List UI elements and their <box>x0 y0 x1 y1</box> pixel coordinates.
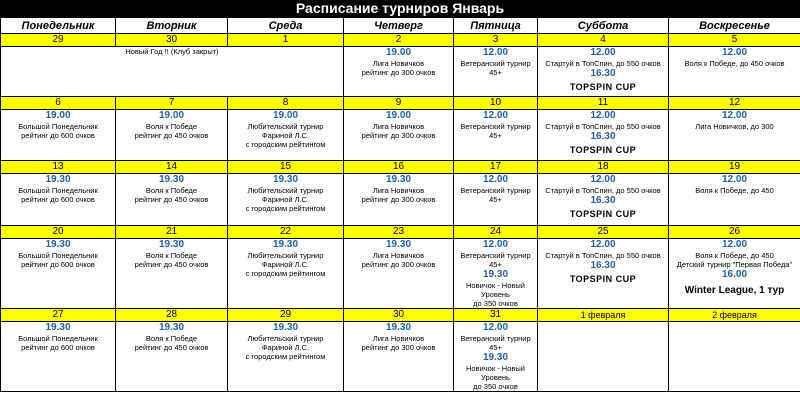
day-cell <box>669 322 800 392</box>
event-text: рейтинг до 300 очков <box>361 68 436 77</box>
day-cell <box>344 47 454 97</box>
event-time: 19.30 <box>272 174 299 185</box>
day-cell <box>538 239 669 309</box>
date-number: 12 <box>669 97 800 110</box>
date-row <box>1 34 800 47</box>
event-time: 19.00 <box>385 110 412 121</box>
date-number: 26 <box>669 226 800 239</box>
day-cell <box>669 174 800 226</box>
event-text: Любительский турнир <box>247 186 324 195</box>
day-cell <box>228 110 344 161</box>
events-row <box>1 174 800 226</box>
event-text: рейтинг до 300 очков <box>361 343 436 352</box>
date-number: 4 <box>538 34 669 47</box>
event-text: с городским рейтингом <box>245 204 326 213</box>
date-number: 1 февраля <box>538 309 669 322</box>
day-cell <box>344 110 454 161</box>
event-text: с городским рейтингом <box>245 269 326 278</box>
event-text: Лига Новичков, до 300 <box>695 122 774 131</box>
event-text: Фариной Л.С. <box>261 195 310 204</box>
date-number: 18 <box>538 161 669 174</box>
event-text: Лига Новичков <box>372 334 425 343</box>
weekday-wednesday: Среда <box>228 18 344 34</box>
date-number: 29 <box>228 309 344 322</box>
date-number: 9 <box>344 97 454 110</box>
date-number: 15 <box>228 161 344 174</box>
weekday-tuesday: Вторник <box>116 18 228 34</box>
event-text: Ветеранский турнир <box>460 334 531 343</box>
date-number: 20 <box>1 226 116 239</box>
date-number: 10 <box>454 97 538 110</box>
date-number: 3 <box>454 34 538 47</box>
date-number: 25 <box>538 226 669 239</box>
event-time: 12.00 <box>590 110 616 121</box>
date-row <box>1 309 800 322</box>
event-text: Стартуй в ТопСпин, до 550 очков <box>545 122 661 131</box>
event-time: 19.00 <box>272 110 299 121</box>
event-time: 19.30 <box>158 322 185 333</box>
event-time: 19.00 <box>45 110 71 121</box>
event-time: 12.00 <box>590 174 616 185</box>
day-cell <box>1 322 116 392</box>
event-text: Воля к Победе <box>145 251 198 260</box>
day-cell <box>1 239 116 309</box>
day-cell <box>669 239 800 309</box>
day-cell <box>538 47 669 97</box>
event-text: 45+ <box>489 68 502 77</box>
day-cell <box>228 239 344 309</box>
day-cell <box>116 239 228 309</box>
event-time: 19.00 <box>158 110 185 121</box>
event-time: 19.30 <box>272 322 299 333</box>
date-number: 5 <box>669 34 800 47</box>
event-time: 16.00 <box>721 269 748 280</box>
date-number: 19 <box>669 161 800 174</box>
day-cell <box>538 174 669 226</box>
day-cell <box>116 110 228 161</box>
date-number: 13 <box>1 161 116 174</box>
events-row <box>1 322 800 392</box>
event-text: 45+ <box>489 195 502 204</box>
event-time: 12.00 <box>721 239 748 250</box>
events-row <box>1 239 800 309</box>
date-number: 2 февраля <box>669 309 800 322</box>
date-number: 28 <box>116 309 228 322</box>
day-cell <box>344 322 454 392</box>
event-time: 12.00 <box>590 239 616 250</box>
day-cell <box>344 174 454 226</box>
cup-label: TOPSPIN CUP <box>569 145 637 155</box>
event-text: Воля к Победе <box>145 186 198 195</box>
event-time: 19.30 <box>385 322 412 333</box>
event-time: 16.30 <box>590 68 616 79</box>
day-cell <box>538 110 669 161</box>
event-time: 19.30 <box>45 322 71 333</box>
event-text: Любительский турнир <box>247 251 324 260</box>
date-number: 14 <box>116 161 228 174</box>
day-cell <box>116 174 228 226</box>
event-time: 19.30 <box>45 239 71 250</box>
date-number: 1 <box>228 34 344 47</box>
event-time: 19.30 <box>272 239 299 250</box>
event-text: рейтинг до 600 очков <box>21 131 95 140</box>
event-text: 45+ <box>489 343 502 352</box>
day-cell <box>344 239 454 309</box>
event-text: рейтинг до 450 очков <box>134 195 209 204</box>
event-text: Ветеранский турнир <box>460 251 531 260</box>
event-time: 19.30 <box>158 174 185 185</box>
date-number: 22 <box>228 226 344 239</box>
day-cell <box>1 174 116 226</box>
event-time: 16.30 <box>590 260 616 271</box>
event-text: Любительский турнир <box>247 122 324 131</box>
event-text: рейтинг до 300 очков <box>361 195 436 204</box>
event-text: Новичок - Новый Уровень <box>466 364 525 382</box>
date-number: 6 <box>1 97 116 110</box>
event-text: Воля к Победе <box>145 122 198 131</box>
date-number: 17 <box>454 161 538 174</box>
event-time: 19.30 <box>158 239 185 250</box>
date-row <box>1 161 800 174</box>
event-text: Детский турнир "Первая Победа" <box>676 260 793 269</box>
date-number: 30 <box>344 309 454 322</box>
event-text: Ветеранский турнир <box>460 186 531 195</box>
event-text: Воля к Победе <box>145 334 198 343</box>
event-text: Стартуй в ТопСпин, до 550 очков <box>545 59 661 68</box>
date-number: 16 <box>344 161 454 174</box>
event-text: Воля к Победе, до 450 <box>695 186 774 195</box>
event-text: рейтинг до 300 очков <box>361 131 436 140</box>
day-cell <box>669 110 800 161</box>
date-number: 23 <box>344 226 454 239</box>
weekday-thursday: Четверг <box>344 18 454 34</box>
event-time: 12.00 <box>482 239 509 250</box>
event-text: до 350 очков <box>473 299 518 308</box>
weekday-friday: Пятница <box>454 18 538 34</box>
event-text: Лига Новичков <box>372 251 425 260</box>
day-cell <box>454 47 538 97</box>
event-text: Фариной Л.С. <box>261 343 310 352</box>
event-time: 16.30 <box>590 195 616 206</box>
event-text: Большой Понедельник <box>18 122 98 131</box>
event-time: 19.30 <box>45 174 71 185</box>
day-cell <box>454 239 538 309</box>
day-cell <box>454 110 538 161</box>
event-text: с городским рейтингом <box>245 140 326 149</box>
event-text: Стартуй в ТопСпин, до 550 очков <box>545 251 661 260</box>
closed-note: Новый Год !! (Клуб закрыт) <box>1 47 344 97</box>
event-text: Воля к Победе, до 450 очков <box>684 59 785 68</box>
event-text: Стартуй в ТопСпин, до 550 очков <box>545 186 661 195</box>
date-number: 21 <box>116 226 228 239</box>
event-time: 19.30 <box>482 269 509 280</box>
event-text: с городским рейтингом <box>245 352 326 361</box>
event-text: Новичок - Новый Уровень <box>466 281 525 299</box>
day-cell <box>454 174 538 226</box>
day-cell <box>538 322 669 392</box>
cup-label: TOPSPIN CUP <box>569 209 637 219</box>
day-cell <box>454 322 538 392</box>
event-text: рейтинг до 600 очков <box>21 260 95 269</box>
event-text: 45+ <box>489 260 502 269</box>
event-text: рейтинг до 450 очков <box>134 131 209 140</box>
event-text: Лига Новичков <box>372 122 425 131</box>
cup-label: TOPSPIN CUP <box>569 274 637 284</box>
league-label: Winter League, 1 тур <box>684 285 785 296</box>
event-text: рейтинг до 600 очков <box>21 195 95 204</box>
weekday-monday: Понедельник <box>1 18 116 34</box>
event-text: Воля к Победе, до 450 <box>695 251 774 260</box>
day-cell <box>1 110 116 161</box>
date-number: 29 <box>1 34 116 47</box>
event-time: 12.00 <box>721 110 748 121</box>
event-text: рейтинг до 450 очков <box>134 343 209 352</box>
event-time: 19.00 <box>385 47 412 58</box>
event-text: Лига Новичков <box>372 59 425 68</box>
date-number: 27 <box>1 309 116 322</box>
event-time: 19.30 <box>385 239 412 250</box>
events-row <box>1 47 800 97</box>
event-time: 12.00 <box>721 47 748 58</box>
date-number: 2 <box>344 34 454 47</box>
event-text: рейтинг до 600 очков <box>21 343 95 352</box>
schedule-body <box>1 34 800 392</box>
date-number: 8 <box>228 97 344 110</box>
cup-label: TOPSPIN CUP <box>569 82 637 92</box>
event-time: 19.30 <box>482 352 509 363</box>
date-number: 30 <box>116 34 228 47</box>
weekday-saturday: Суббота <box>538 18 669 34</box>
event-text: Большой Понедельник <box>18 251 98 260</box>
date-number: 31 <box>454 309 538 322</box>
schedule-table <box>0 17 800 392</box>
event-text: Фариной Л.С. <box>261 260 310 269</box>
event-text: рейтинг до 450 очков <box>134 260 209 269</box>
event-text: до 350 очков <box>473 382 518 391</box>
events-row <box>1 110 800 161</box>
event-time: 12.00 <box>482 322 509 333</box>
date-number: 7 <box>116 97 228 110</box>
weekday-header-row <box>1 18 800 34</box>
event-time: 12.00 <box>482 110 509 121</box>
day-cell <box>228 174 344 226</box>
event-text: 45+ <box>489 131 502 140</box>
event-text: Фариной Л.С. <box>261 131 310 140</box>
date-row <box>1 226 800 239</box>
event-time: 12.00 <box>721 174 748 185</box>
event-time: 19.30 <box>385 174 412 185</box>
event-text: Любительский турнир <box>247 334 324 343</box>
date-row <box>1 97 800 110</box>
day-cell <box>228 322 344 392</box>
day-cell <box>116 322 228 392</box>
date-number: 24 <box>454 226 538 239</box>
schedule-title: Расписание турниров Январь <box>0 0 800 17</box>
event-text: Ветеранский турнир <box>460 59 531 68</box>
event-time: 12.00 <box>482 174 509 185</box>
event-text: рейтинг до 300 очков <box>361 260 436 269</box>
day-cell <box>669 47 800 97</box>
event-text: Большой Понедельник <box>18 334 98 343</box>
event-time: 12.00 <box>482 47 509 58</box>
event-text: Большой Понедельник <box>18 186 98 195</box>
weekday-sunday: Воскресенье <box>669 18 800 34</box>
event-text: Лига Новичков <box>372 186 425 195</box>
event-text: Ветеранский турнир <box>460 122 531 131</box>
event-time: 12.00 <box>590 47 616 58</box>
date-number: 11 <box>538 97 669 110</box>
event-time: 16.30 <box>590 131 616 142</box>
